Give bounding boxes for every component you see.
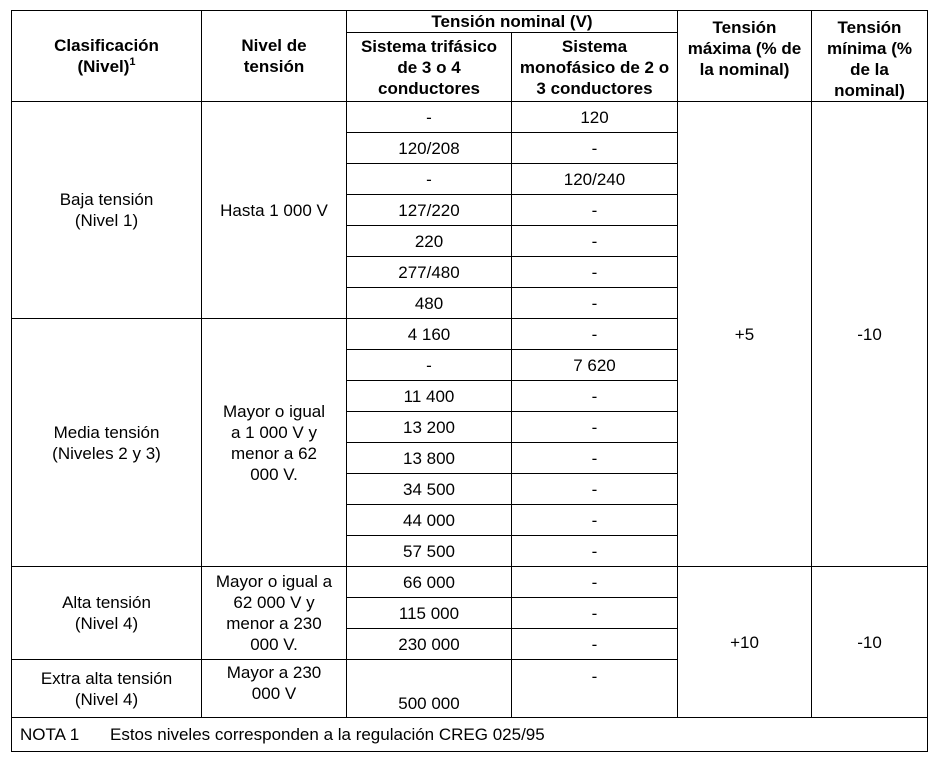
monofasico-cell: - <box>512 257 678 288</box>
nivel-baja: Hasta 1 000 V <box>202 102 347 319</box>
trifasico-cell: 4 160 <box>347 319 512 350</box>
header-sistema-monofasico: Sistema monofásico de 2 o 3 conductores <box>512 33 678 102</box>
header-sistema-trifasico: Sistema trifásico de 3 o 4 conductores <box>347 33 512 102</box>
trifasico-cell: - <box>347 350 512 381</box>
monofasico-cell: - <box>512 505 678 536</box>
monofasico-cell: - <box>512 288 678 319</box>
clasificacion-media: Media tensión (Niveles 2 y 3) <box>12 319 202 567</box>
footnote-marker: 1 <box>129 56 136 68</box>
trifasico-cell: 120/208 <box>347 133 512 164</box>
nivel-extra: Mayor a 230 000 V <box>202 660 347 718</box>
monofasico-cell: - <box>512 660 678 718</box>
clasificacion-alta: Alta tensión (Nivel 4) <box>12 567 202 660</box>
tension-maxima-media-baja: +5 <box>678 102 812 567</box>
clasificacion-extra: Extra alta tensión (Nivel 4) <box>12 660 202 718</box>
tension-minima-media-baja: -10 <box>812 102 928 567</box>
trifasico-cell: 66 000 <box>347 567 512 598</box>
monofasico-cell: - <box>512 319 678 350</box>
nivel-media: Mayor o igual a 1 000 V y menor a 62 000 V. <box>202 319 347 567</box>
voltage-levels-table <box>11 10 928 752</box>
header-nivel-label: (Nivel) <box>77 57 130 76</box>
header-clasificacion <box>12 11 202 102</box>
trifasico-cell: 480 <box>347 288 512 319</box>
monofasico-cell: 120/240 <box>512 164 678 195</box>
trifasico-cell: 230 000 <box>347 629 512 660</box>
trifasico-cell: 115 000 <box>347 598 512 629</box>
monofasico-cell: - <box>512 226 678 257</box>
trifasico-cell: - <box>347 102 512 133</box>
footnote <box>12 718 928 752</box>
monofasico-cell: - <box>512 381 678 412</box>
trifasico-cell: 34 500 <box>347 474 512 505</box>
monofasico-cell: - <box>512 567 678 598</box>
header-clasificacion-label: Clasificación <box>54 36 159 55</box>
trifasico-cell: 277/480 <box>347 257 512 288</box>
trifasico-cell: 13 800 <box>347 443 512 474</box>
trifasico-cell: 11 400 <box>347 381 512 412</box>
monofasico-cell: - <box>512 443 678 474</box>
footnote-label: NOTA 1 <box>20 725 80 744</box>
header-tension-nominal: Tensión nominal (V) <box>347 11 678 33</box>
trifasico-cell: 220 <box>347 226 512 257</box>
footnote-text: Estos niveles corresponden a la regulación CREG 025/95 <box>110 725 545 744</box>
header-tension-maxima: Tensión máxima (% de la nominal) <box>678 11 812 102</box>
header-tension-minima: Tensión mínima (% de la nominal) <box>812 11 928 102</box>
nivel-alta: Mayor o igual a 62 000 V y menor a 230 000 V. <box>202 567 347 660</box>
trifasico-cell: 44 000 <box>347 505 512 536</box>
monofasico-cell: 120 <box>512 102 678 133</box>
monofasico-cell: - <box>512 598 678 629</box>
tension-minima-alta-extra: -10 <box>812 567 928 718</box>
monofasico-cell: - <box>512 474 678 505</box>
monofasico-cell: - <box>512 629 678 660</box>
tension-maxima-alta-extra: +10 <box>678 567 812 718</box>
monofasico-cell: - <box>512 133 678 164</box>
trifasico-cell: 57 500 <box>347 536 512 567</box>
monofasico-cell: - <box>512 536 678 567</box>
header-nivel-tension: Nivel de tensión <box>202 11 347 102</box>
monofasico-cell: - <box>512 412 678 443</box>
trifasico-cell: - <box>347 164 512 195</box>
trifasico-cell: 500 000 <box>347 660 512 718</box>
clasificacion-baja: Baja tensión (Nivel 1) <box>12 102 202 319</box>
trifasico-cell: 127/220 <box>347 195 512 226</box>
monofasico-cell: - <box>512 195 678 226</box>
trifasico-cell: 13 200 <box>347 412 512 443</box>
monofasico-cell: 7 620 <box>512 350 678 381</box>
